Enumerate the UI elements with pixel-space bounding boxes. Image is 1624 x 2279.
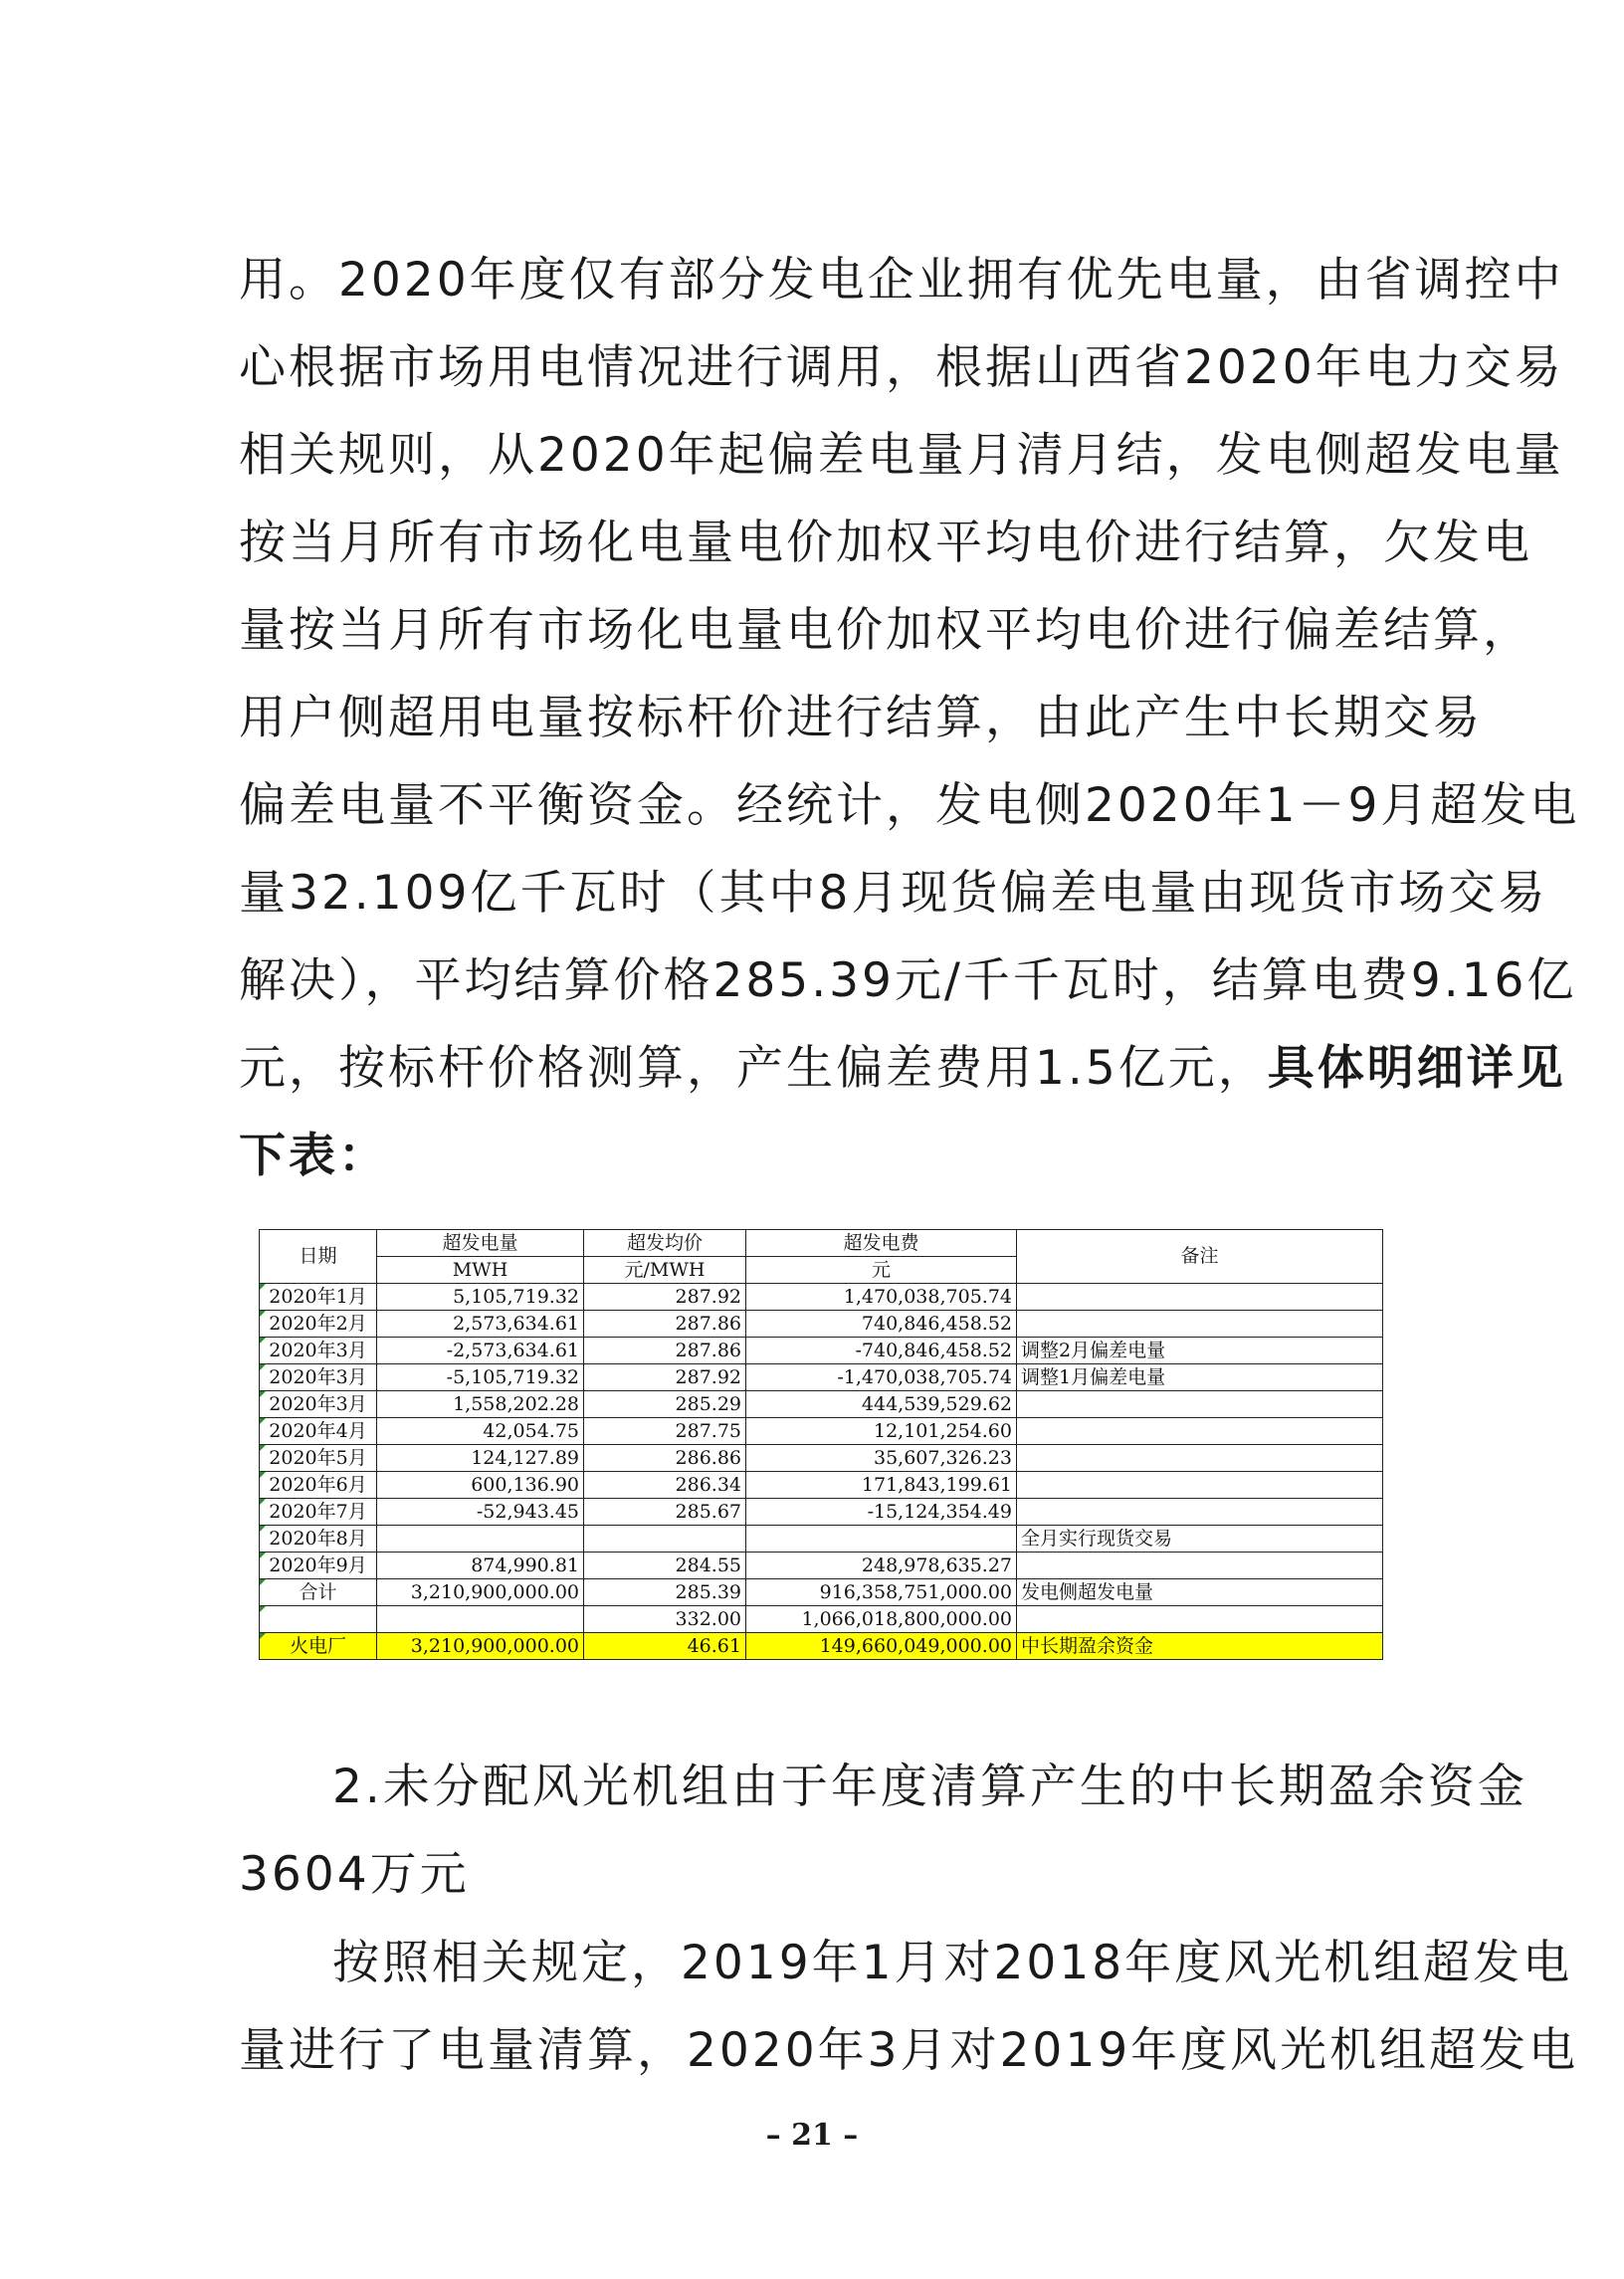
cell-note	[1017, 1553, 1383, 1579]
cell-price: 285.67	[584, 1499, 746, 1526]
table-row	[260, 1579, 1383, 1606]
cell-qty: -5,105,719.32	[377, 1364, 584, 1391]
cell-date: 2020年2月	[260, 1311, 377, 1338]
cell-fee: 444,539,529.62	[746, 1391, 1017, 1418]
header-price: 超发均价	[584, 1230, 746, 1257]
cell-date: 2020年4月	[260, 1418, 377, 1445]
header-note: 备注	[1017, 1230, 1383, 1284]
cell-date: 2020年7月	[260, 1499, 377, 1526]
cell-note: 全月实行现货交易	[1017, 1526, 1383, 1553]
cell-fee: 248,978,635.27	[746, 1553, 1017, 1579]
cell-qty: 3,210,900,000.00	[377, 1579, 584, 1606]
table-row	[260, 1391, 1383, 1418]
cell-qty	[377, 1526, 584, 1553]
cell-note: 中长期盈余资金	[1017, 1633, 1383, 1660]
cell-qty: 42,054.75	[377, 1418, 584, 1445]
cell-note	[1017, 1284, 1383, 1311]
text-line: 3604万元	[239, 1847, 470, 1902]
cell-note	[1017, 1445, 1383, 1472]
table-header-row	[260, 1230, 1383, 1257]
header-date: 日期	[260, 1230, 377, 1284]
cell-price: 285.39	[584, 1579, 746, 1606]
table-row	[260, 1499, 1383, 1526]
cell-date: 2020年3月	[260, 1391, 377, 1418]
cell-note	[1017, 1606, 1383, 1633]
cell-date: 合计	[260, 1579, 377, 1606]
header-fee: 超发电费	[746, 1230, 1017, 1257]
cell-fee: 149,660,049,000.00	[746, 1633, 1017, 1660]
cell-fee: -1,470,038,705.74	[746, 1364, 1017, 1391]
text-line: 用户侧超用电量按标杆价进行结算，由此产生中长期交易	[239, 691, 1483, 745]
cell-qty: 874,990.81	[377, 1553, 584, 1579]
text-line: 用。2020年度仅有部分发电企业拥有优先电量，由省调控中	[239, 253, 1564, 308]
cell-fee: 12,101,254.60	[746, 1418, 1017, 1445]
cell-qty: 124,127.89	[377, 1445, 584, 1472]
cell-price: 286.86	[584, 1445, 746, 1472]
table-row	[260, 1338, 1383, 1364]
table-row	[260, 1364, 1383, 1391]
text-line-mixed	[239, 1025, 1566, 1113]
cell-price: 284.55	[584, 1553, 746, 1579]
cell-date	[260, 1606, 377, 1633]
cell-price: 285.29	[584, 1391, 746, 1418]
paragraph-3	[239, 1920, 1579, 2095]
cell-qty	[377, 1606, 584, 1633]
cell-date: 2020年9月	[260, 1553, 377, 1579]
page-number: – 21 –	[765, 2118, 859, 2153]
cell-date: 2020年3月	[260, 1364, 377, 1391]
table-row	[260, 1418, 1383, 1445]
cell-price: 287.75	[584, 1418, 746, 1445]
text-line: 按照相关规定，2019年1月对2018年度风光机组超发电	[332, 1936, 1573, 1990]
header-price-unit: 元/MWH	[584, 1257, 746, 1284]
cell-price: 287.92	[584, 1284, 746, 1311]
cell-fee: 171,843,199.61	[746, 1472, 1017, 1499]
cell-qty: 3,210,900,000.00	[377, 1633, 584, 1660]
text-line: 2.未分配风光机组由于年度清算产生的中长期盈余资金	[332, 1760, 1527, 1814]
cell-date: 2020年5月	[260, 1445, 377, 1472]
cell-qty: -2,573,634.61	[377, 1338, 584, 1364]
cell-price: 46.61	[584, 1633, 746, 1660]
text-line: 心根据市场用电情况进行调用，根据山西省2020年电力交易	[239, 340, 1564, 395]
cell-price	[584, 1526, 746, 1553]
text-line: 按当月所有市场化电量电价加权平均电价进行结算，欠发电	[239, 516, 1532, 570]
table-row	[260, 1284, 1383, 1311]
table-row	[260, 1311, 1383, 1338]
cell-date: 2020年3月	[260, 1338, 377, 1364]
text-line: 解决），平均结算价格285.39元/千千瓦时，结算电费9.16亿	[239, 953, 1577, 1008]
settlement-table-container	[259, 1229, 1383, 1660]
cell-note	[1017, 1472, 1383, 1499]
table-body	[260, 1284, 1383, 1660]
table-row	[260, 1526, 1383, 1553]
cell-fee: 35,607,326.23	[746, 1445, 1017, 1472]
cell-fee: 1,066,018,800,000.00	[746, 1606, 1017, 1633]
table-row	[260, 1606, 1383, 1633]
cell-price: 332.00	[584, 1606, 746, 1633]
cell-fee: 916,358,751,000.00	[746, 1579, 1017, 1606]
table-row	[260, 1633, 1383, 1660]
header-fee-unit: 元	[746, 1257, 1017, 1284]
cell-qty: 5,105,719.32	[377, 1284, 584, 1311]
text-line: 量进行了电量清算，2020年3月对2019年度风光机组超发电	[239, 2023, 1579, 2078]
cell-qty: 2,573,634.61	[377, 1311, 584, 1338]
cell-fee: 740,846,458.52	[746, 1311, 1017, 1338]
text-line: 相关规则，从2020年起偏差电量月清月结，发电侧超发电量	[239, 428, 1564, 483]
text-line-bold: 下表：	[239, 1129, 388, 1183]
paragraph-1	[239, 237, 1580, 1200]
text-line: 量按当月所有市场化电量电价加权平均电价进行偏差结算，	[239, 603, 1532, 658]
cell-note	[1017, 1499, 1383, 1526]
cell-fee: -15,124,354.49	[746, 1499, 1017, 1526]
cell-date: 2020年6月	[260, 1472, 377, 1499]
cell-date: 火电厂	[260, 1633, 377, 1660]
bold-text-segment: 具体明细详见	[1267, 1041, 1566, 1096]
cell-qty: 600,136.90	[377, 1472, 584, 1499]
cell-fee: 1,470,038,705.74	[746, 1284, 1017, 1311]
text-segment: 元，按标杆价格测算，产生偏差费用1.5亿元，	[239, 1041, 1268, 1096]
section-heading-2	[239, 1744, 1527, 1919]
text-line: 量32.109亿千瓦时（其中8月现货偏差电量由现货市场交易	[239, 866, 1548, 921]
cell-note	[1017, 1391, 1383, 1418]
cell-note: 发电侧超发电量	[1017, 1579, 1383, 1606]
text-line: 偏差电量不平衡资金。经统计，发电侧2020年1－9月超发电	[239, 778, 1580, 833]
cell-qty: 1,558,202.28	[377, 1391, 584, 1418]
cell-price: 287.86	[584, 1311, 746, 1338]
cell-note: 调整2月偏差电量	[1017, 1338, 1383, 1364]
table-row	[260, 1445, 1383, 1472]
cell-fee: -740,846,458.52	[746, 1338, 1017, 1364]
cell-note	[1017, 1418, 1383, 1445]
settlement-table	[259, 1229, 1383, 1660]
table-row	[260, 1553, 1383, 1579]
cell-price: 287.86	[584, 1338, 746, 1364]
table-row	[260, 1472, 1383, 1499]
header-qty-unit: MWH	[377, 1257, 584, 1284]
cell-fee	[746, 1526, 1017, 1553]
cell-note	[1017, 1311, 1383, 1338]
cell-qty: -52,943.45	[377, 1499, 584, 1526]
cell-note: 调整1月偏差电量	[1017, 1364, 1383, 1391]
cell-date: 2020年8月	[260, 1526, 377, 1553]
cell-price: 287.92	[584, 1364, 746, 1391]
header-qty: 超发电量	[377, 1230, 584, 1257]
cell-price: 286.34	[584, 1472, 746, 1499]
cell-date: 2020年1月	[260, 1284, 377, 1311]
